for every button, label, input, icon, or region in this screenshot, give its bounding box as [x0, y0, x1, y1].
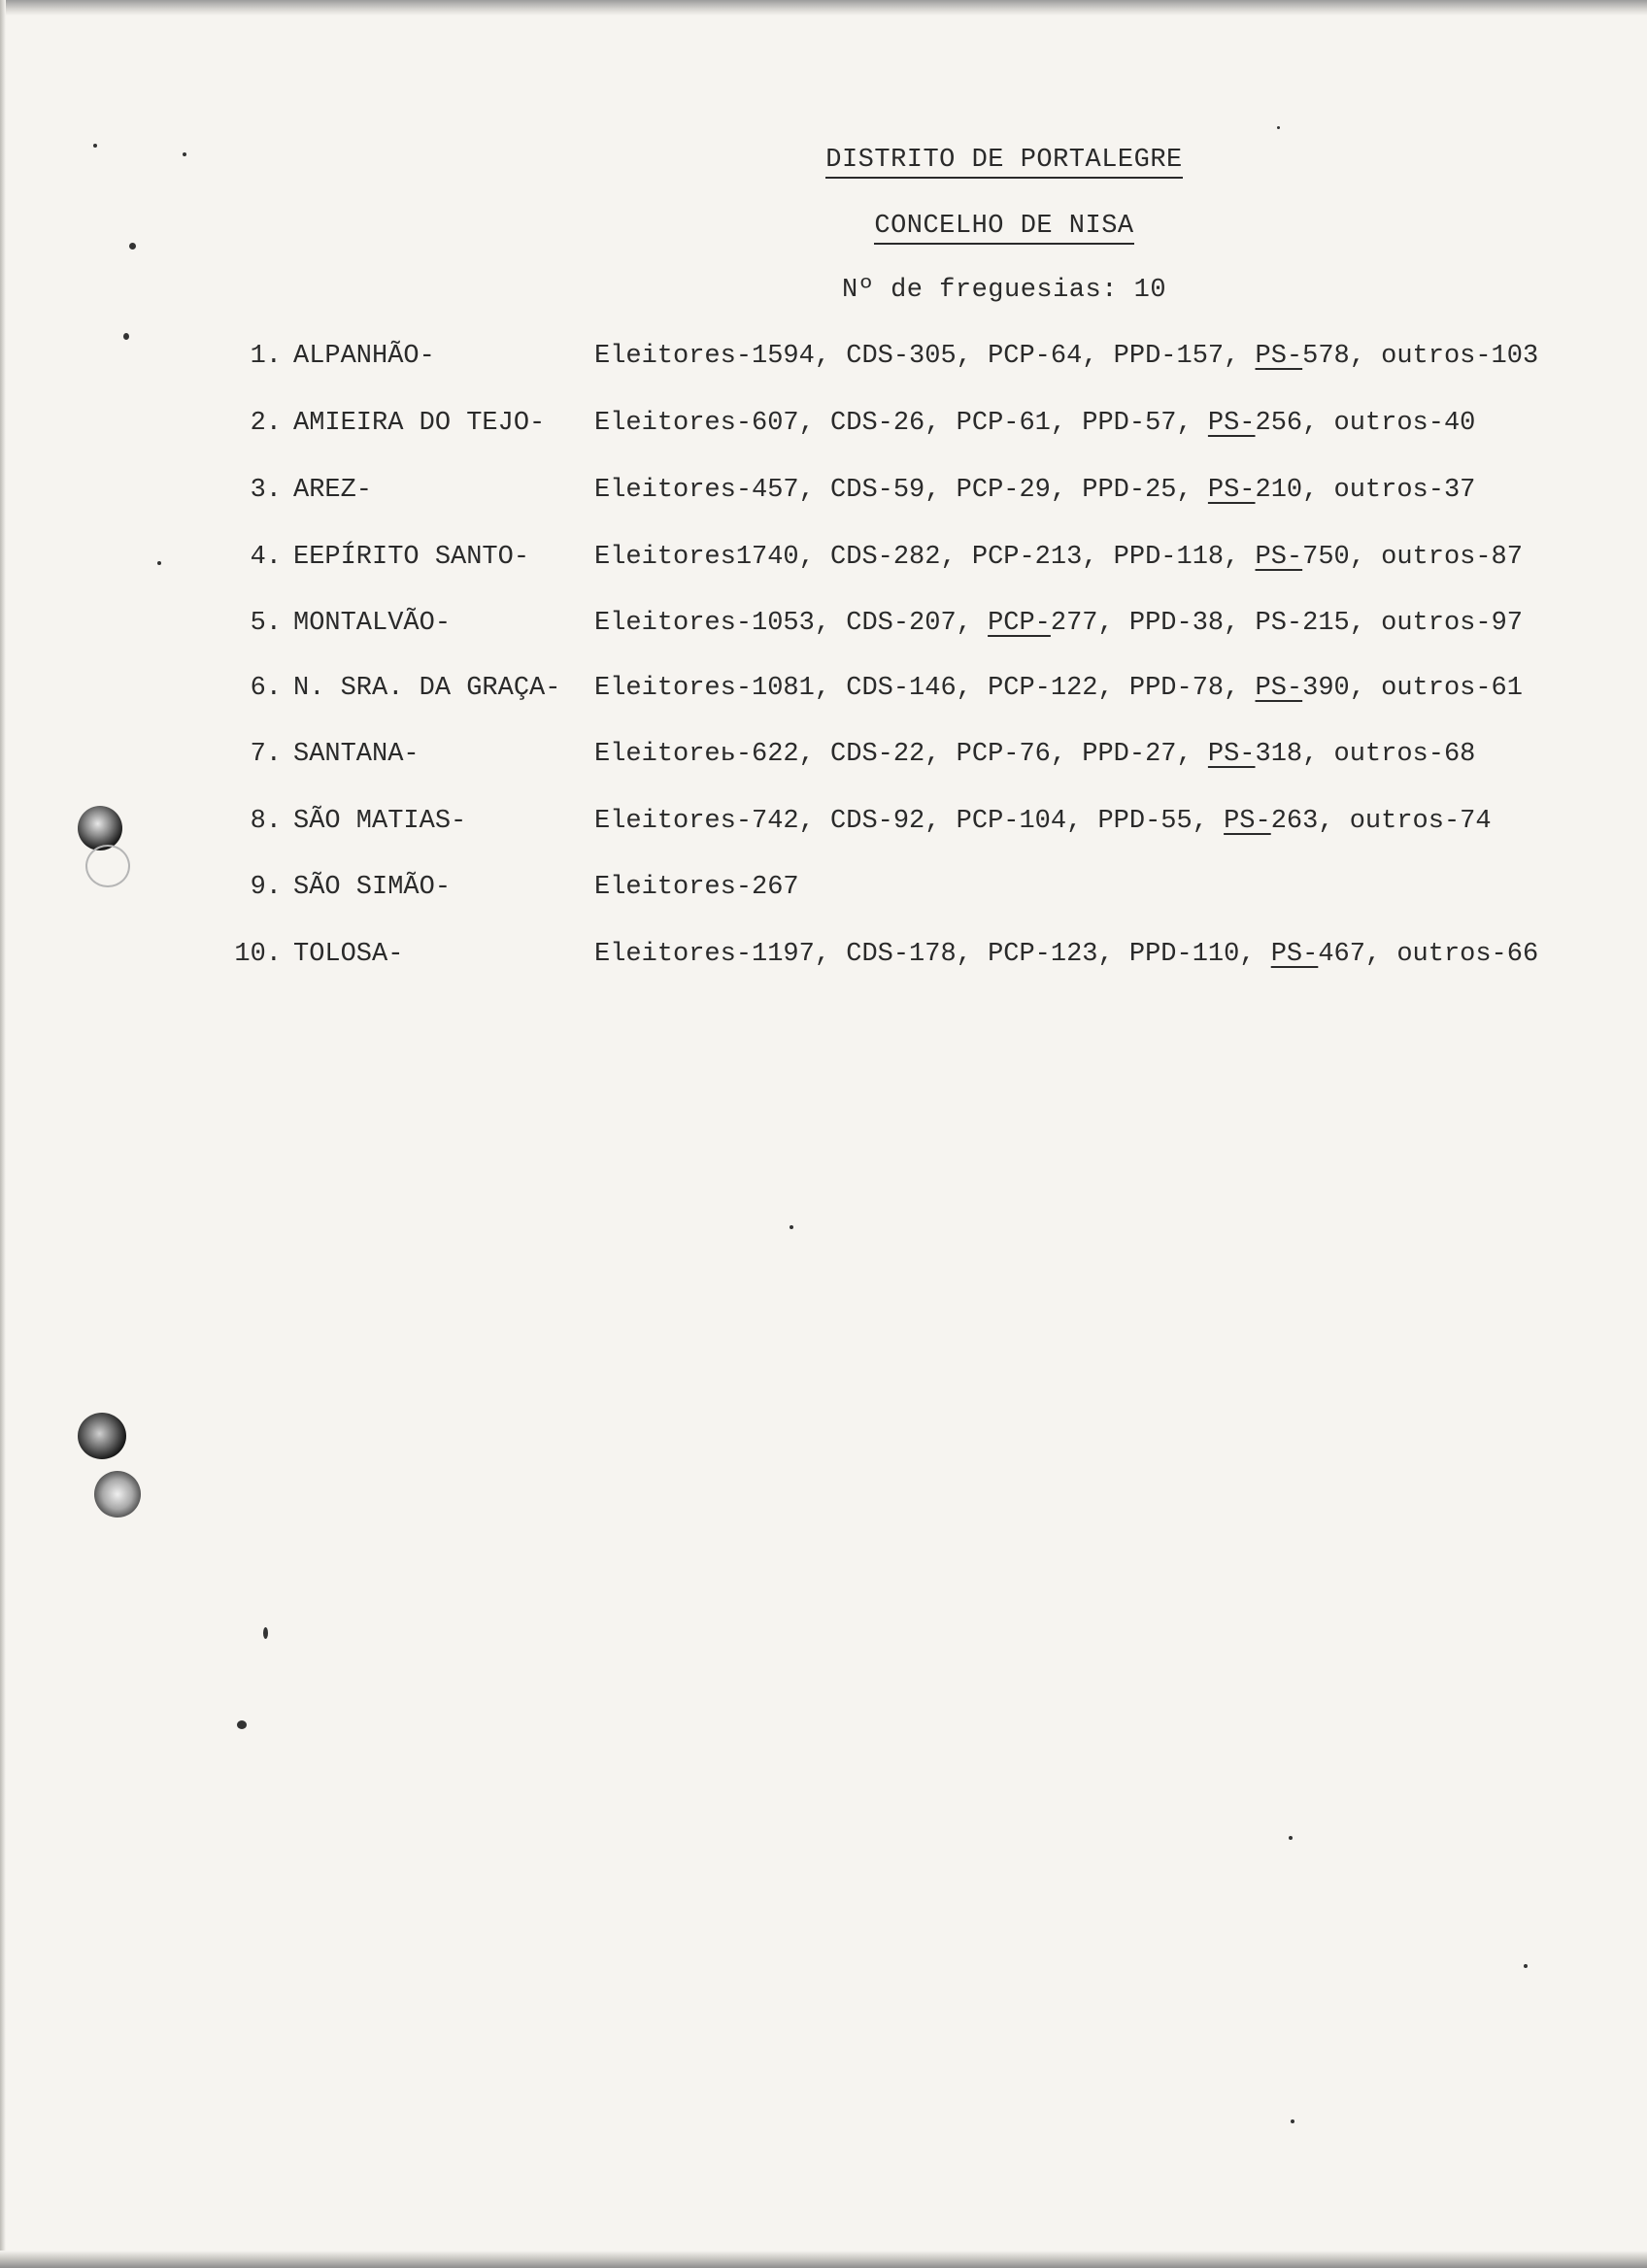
ink-speck	[93, 144, 97, 148]
row-number: 8.	[250, 807, 282, 836]
parish-name: EEPÍRITO SANTO-	[293, 543, 530, 572]
ink-speck	[1291, 2119, 1294, 2123]
ink-speck	[183, 152, 186, 156]
votes-underlined: PS-	[1207, 740, 1256, 769]
vote-counts	[594, 807, 1492, 836]
scan-left-edge	[0, 0, 6, 2268]
votes-pre: Eleitores-1594, CDS-305, PCP-64, PPD-157,	[594, 342, 1256, 371]
votes-post: 263, outros-74	[1270, 807, 1492, 836]
ink-speck	[129, 243, 136, 250]
votes-post: 750, outros-87	[1302, 543, 1523, 572]
vote-counts	[594, 740, 1475, 769]
votes-pre: Eleitores-1197, CDS-178, PCP-123, PPD-110,	[594, 940, 1271, 969]
row-number: 10.	[234, 940, 282, 969]
votes-underlined: PCP-	[988, 609, 1051, 638]
votes-underlined: PS-	[1255, 342, 1303, 371]
parish-count	[181, 276, 1647, 305]
votes-underlined: PS-	[1255, 674, 1303, 703]
row-number: 2.	[250, 409, 282, 438]
row-number: 7.	[250, 740, 282, 769]
vote-counts	[594, 940, 1538, 969]
parish-name: SÃO MATIAS-	[293, 807, 467, 836]
votes-underlined: PS-	[1207, 476, 1256, 505]
ink-speck	[157, 561, 161, 565]
parish-name: AREZ-	[293, 476, 373, 505]
row-number: 5.	[250, 609, 282, 638]
votes-pre: Eleitores-267	[594, 873, 799, 902]
vote-counts	[594, 476, 1475, 505]
row-number: 4.	[250, 543, 282, 572]
ink-speck	[237, 1720, 247, 1729]
vote-counts	[594, 543, 1523, 572]
punch-hole-icon	[94, 1471, 141, 1518]
parish-name: N. SRA. DA GRAÇA-	[293, 674, 561, 703]
parish-name: MONTALVÃO-	[293, 609, 452, 638]
votes-pre: Eleitores-457, CDS-59, PCP-29, PPD-25,	[594, 476, 1208, 505]
votes-pre: Eleitoreь-622, CDS-22, PCP-76, PPD-27,	[594, 740, 1208, 769]
district-title-text: DISTRITO DE PORTALEGRE	[825, 146, 1182, 179]
parish-name: SÃO SIMÃO-	[293, 873, 452, 902]
votes-pre: Eleitores-742, CDS-92, PCP-104, PPD-55,	[594, 807, 1225, 836]
vote-counts	[594, 873, 799, 902]
municipality-title-text: CONCELHO DE NISA	[874, 212, 1133, 245]
parish-name: TOLOSA-	[293, 940, 404, 969]
votes-underlined: PS-	[1224, 807, 1271, 836]
parish-name: ALPANHÃO-	[293, 342, 435, 371]
row-number: 3.	[250, 476, 282, 505]
votes-pre: Eleitores-1081, CDS-146, PCP-122, PPD-78,	[594, 674, 1256, 703]
ink-speck	[263, 1627, 268, 1639]
votes-post: 318, outros-68	[1255, 740, 1476, 769]
votes-post: 467, outros-66	[1318, 940, 1539, 969]
vote-counts	[594, 342, 1538, 371]
row-number: 9.	[250, 873, 282, 902]
vote-counts	[594, 674, 1523, 703]
votes-pre: Eleitores1740, CDS-282, PCP-213, PPD-118,	[594, 543, 1256, 572]
votes-post: 256, outros-40	[1255, 409, 1476, 438]
ink-speck	[1289, 1836, 1293, 1840]
parish-name: SANTANA-	[293, 740, 420, 769]
row-number: 6.	[250, 674, 282, 703]
district-title	[181, 146, 1647, 179]
punch-hole-icon	[85, 845, 130, 887]
ink-speck	[790, 1225, 793, 1229]
votes-pre: Eleitores-607, CDS-26, PCP-61, PPD-57,	[594, 409, 1208, 438]
municipality-title	[181, 212, 1647, 245]
punch-hole-icon	[78, 806, 122, 850]
ink-speck	[1277, 126, 1280, 129]
votes-post: 277, PPD-38, PS-215, outros-97	[1050, 609, 1523, 638]
votes-post: 210, outros-37	[1255, 476, 1476, 505]
votes-post: 578, outros-103	[1302, 342, 1539, 371]
votes-underlined: PS-	[1207, 409, 1256, 438]
ink-speck	[1524, 1964, 1528, 1968]
parish-name: AMIEIRA DO TEJO-	[293, 409, 546, 438]
vote-counts	[594, 609, 1523, 638]
votes-underlined: PS-	[1270, 940, 1319, 969]
scan-top-edge	[0, 0, 1647, 16]
punch-hole-icon	[78, 1413, 126, 1459]
votes-pre: Eleitores-1053, CDS-207,	[594, 609, 989, 638]
parish-count-text: Nº de freguesias: 10	[841, 276, 1167, 305]
scan-bottom-edge	[0, 2251, 1647, 2268]
ink-speck	[123, 333, 129, 340]
vote-counts	[594, 409, 1475, 438]
row-number: 1.	[250, 342, 282, 371]
votes-underlined: PS-	[1255, 543, 1303, 572]
votes-post: 390, outros-61	[1302, 674, 1523, 703]
